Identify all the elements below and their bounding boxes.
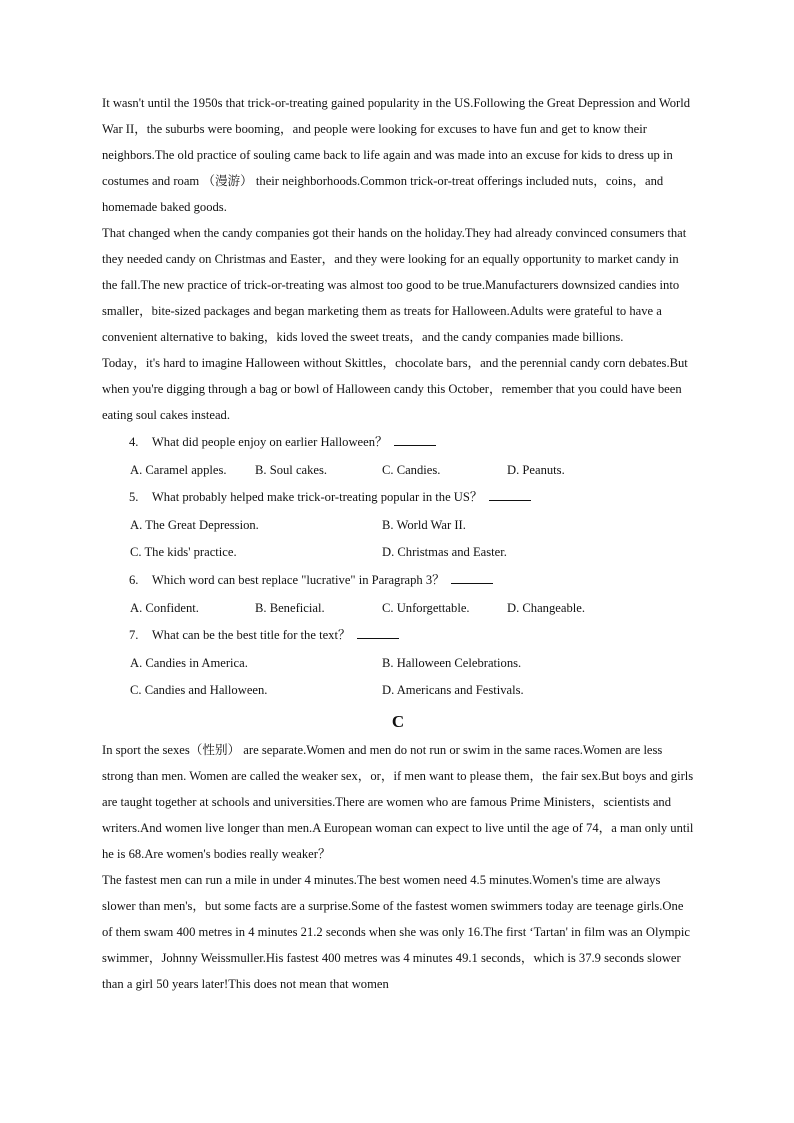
option-c[interactable]: C. Candies. — [382, 462, 441, 477]
options — [102, 457, 694, 485]
options — [102, 677, 694, 705]
option-c[interactable]: C. The kids' practice. — [130, 545, 237, 560]
option-b[interactable]: B. Halloween Celebrations. — [382, 655, 522, 670]
options — [102, 595, 694, 623]
document-page — [102, 90, 694, 997]
section-heading: C — [391, 711, 405, 731]
answer-blank[interactable] — [489, 488, 531, 501]
paragraph: That changed when the candy companies got their hands on the holiday.They had already convinced consumers that they needed candy on Christmas and Easter，and they were looking for an equally opportunity to market candy in the fall.The new practice of trick-or-treating was almost too good to be true.Manufacturers downsized candies into smaller，bite-sized packages and began marketing them as treats for Halloween.Adults were grateful to have a convenient alternative to baking，kids loved the sweet treats，and the candy companies made billions. — [102, 226, 687, 344]
question-number: 5. — [129, 490, 139, 505]
option-c[interactable]: C. Candies and Halloween. — [130, 683, 268, 698]
question-number: 7. — [129, 628, 139, 643]
option-d[interactable]: D. Christmas and Easter. — [382, 545, 507, 560]
answer-blank[interactable] — [394, 433, 436, 446]
option-a[interactable]: A. The Great Depression. — [130, 517, 259, 532]
options — [102, 512, 694, 540]
option-d[interactable]: D. Changeable. — [507, 600, 585, 615]
question-4 — [102, 429, 694, 484]
option-d[interactable]: D. Americans and Festivals. — [382, 683, 524, 698]
answer-blank[interactable] — [451, 571, 493, 584]
paragraph: It wasn't until the 1950s that trick-or-treating gained popularity in the US.Following the Great Depression and World War II，the suburbs were booming，and people were looking for excuses to have fun and get to know their neighbors.The old practice of souling came back to life again and was made into an excuse for kids to dress up in costumes and roam （漫游） their neighborhoods.Common trick-or-treat offerings included nuts，coins，and homemade baked goods. — [102, 96, 691, 214]
paragraph: Today，it's hard to imagine Halloween without Skittles，chocolate bars，and the perennial candy corn debates.But when you're digging through a bag or bowl of Halloween candy this October，remember that you could have been eating soul cakes instead. — [102, 356, 688, 422]
question-text: What did people enjoy on earlier Halloween？ — [151, 435, 388, 449]
question-text: Which word can best replace "lucrative" in Paragraph 3？ — [151, 572, 445, 587]
option-b[interactable]: B. Soul cakes. — [255, 462, 328, 477]
question-text: What probably helped make trick-or-treating popular in the US？ — [151, 490, 483, 505]
paragraph: In sport the sexes（性别） are separate.Women and men do not run or swim in the same races.Women are less strong than men. Women are called the weaker sex，or，if men want to please them，the fair sex.But boys and girls are taught together at schools and universities.There are women who are famous Prime Ministers，scientists and writers.And women live longer than men.A European woman can expect to live until the age of 74，a man only until he is 68.Are women's bodies really weaker？ — [102, 742, 694, 861]
question-number: 6. — [129, 572, 139, 587]
questions-list — [102, 429, 694, 705]
passage-c — [102, 737, 694, 997]
paragraph: The fastest men can run a mile in under 4 minutes.The best women need 4.5 minutes.Women's time are always slower than men's，but some facts are a surprise.Some of the fastest women swimmers today are teenage girls.One of them swam 400 metres in 4 minutes 21.2 seconds when she was only 16.The first ‘Tartan' in film was an Olympic swimmer，Johnny Weissmuller.His fastest 400 metres was 4 minutes 49.1 seconds，which is 37.9 seconds slower than a girl 50 years later!This does not mean that women — [102, 872, 690, 991]
answer-blank[interactable] — [357, 626, 399, 639]
option-c[interactable]: C. Unforgettable. — [382, 600, 470, 615]
option-b[interactable]: B. World War II. — [382, 517, 466, 532]
question-number: 4. — [129, 435, 139, 449]
options — [102, 650, 694, 678]
options — [102, 539, 694, 567]
option-a[interactable]: A. Caramel apples. — [130, 462, 227, 477]
question-5 — [102, 484, 694, 567]
option-a[interactable]: A. Confident. — [130, 600, 199, 615]
option-a[interactable]: A. Candies in America. — [130, 655, 248, 670]
question-6 — [102, 567, 694, 622]
passage-b — [102, 90, 694, 428]
question-text: What can be the best title for the text？ — [151, 628, 351, 643]
option-b[interactable]: B. Beneficial. — [255, 600, 325, 615]
question-7 — [102, 622, 694, 705]
option-d[interactable]: D. Peanuts. — [507, 462, 565, 477]
